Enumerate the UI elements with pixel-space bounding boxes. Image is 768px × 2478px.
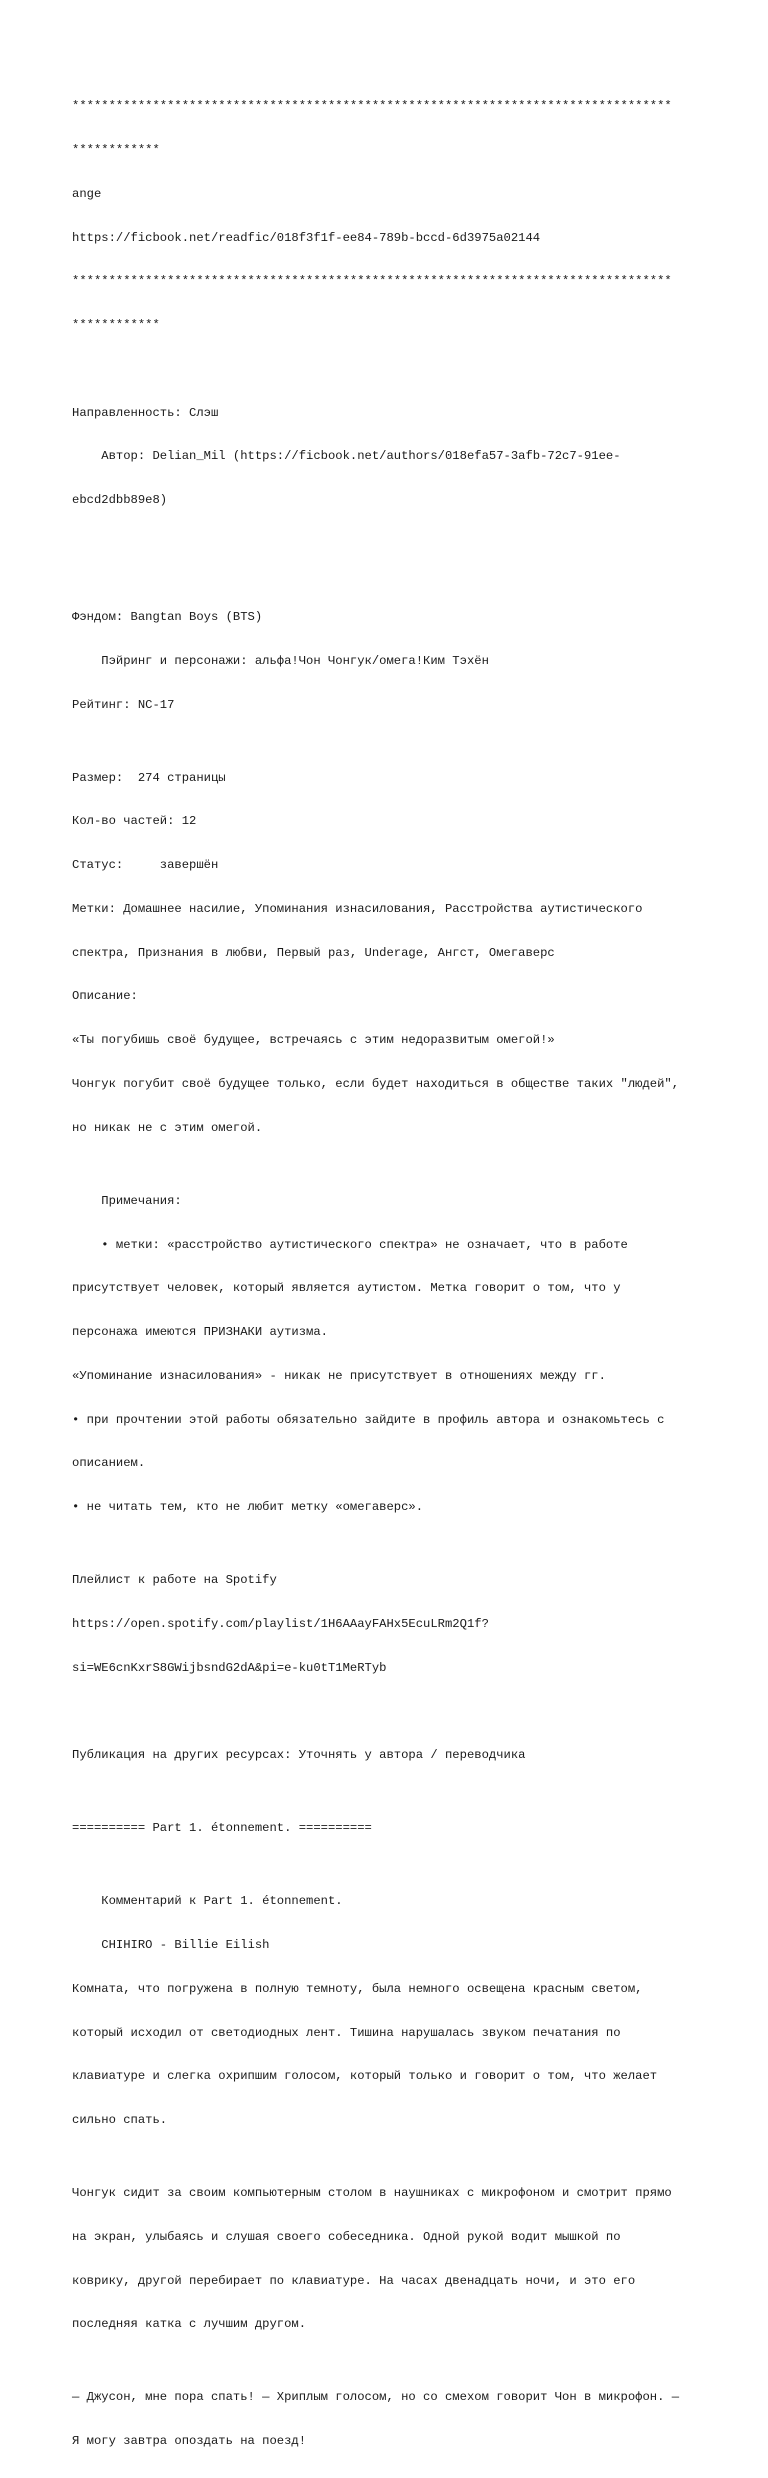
paragraph-line: Комната, что погружена в полную темноту, была немного освещена красным светом, xyxy=(72,1981,643,1996)
pairing-line: Пэйринг и персонажи: альфа!Чон Чонгук/омега!Ким Тэхён xyxy=(72,653,489,668)
author-line: Автор: Delian_Mil (https://ficbook.net/authors/018efa57-3afb-72c7-91ee- xyxy=(72,449,621,464)
author-line-cont: ebcd2dbb89e8) xyxy=(72,493,168,508)
paragraph-line: клавиатуре и слегка охрипшим голосом, который только и говорит о том, что желает xyxy=(72,2069,658,2084)
paragraph-line: — Джусон, мне пора спать! — Хриплым голосом, но со смехом говорит Чон в микрофон. — xyxy=(72,2390,680,2405)
paragraph-line: Я могу завтра опоздать на поезд! xyxy=(72,2434,307,2449)
part-song: CHIHIRO - Billie Eilish xyxy=(72,1938,270,1953)
notes-label: Примечания: xyxy=(72,1193,182,1208)
separator-stars: ************ xyxy=(72,142,160,157)
fandom-line: Фэндом: Bangtan Boys (BTS) xyxy=(72,609,263,624)
playlist-label: Плейлист к работе на Spotify xyxy=(72,1573,277,1588)
description-line: Чонгук погубит своё будущее только, если будет находиться в обществе таких "людей", xyxy=(72,1076,680,1091)
status-line: Статус: завершён xyxy=(72,858,219,873)
notes-line: персонажа имеются ПРИЗНАКИ аутизма. xyxy=(72,1325,328,1340)
paragraph-line: сильно спать. xyxy=(72,2113,168,2128)
playlist-url-cont: si=WE6cnKxrS8GWijbsndG2dA&pi=e-ku0tT1MeRTyb xyxy=(72,1660,387,1675)
paragraph-line: коврику, другой перебирает по клавиатуре. На часах двенадцать ночи, и это его xyxy=(72,2273,636,2288)
tags-line-cont: спектра, Признания в любви, Первый раз, Underage, Ангст, Омегаверс xyxy=(72,945,555,960)
paragraph-line: последняя катка с лучшим другом. xyxy=(72,2317,307,2332)
notes-line: описанием. xyxy=(72,1456,146,1471)
paragraph-line: на экран, улыбаясь и слушая своего собеседника. Одной рукой водит мышкой по xyxy=(72,2229,621,2244)
notes-line: присутствует человек, который является аутистом. Метка говорит о том, что у xyxy=(72,1281,621,1296)
notes-line: • не читать тем, кто не любит метку «омегаверс». xyxy=(72,1500,424,1515)
direction-line: Направленность: Слэш xyxy=(72,405,219,420)
part-heading: ========== Part 1. étonnement. ========== xyxy=(72,1821,372,1836)
paragraph-line: который исходил от светодиодных лент. Тишина нарушалась звуком печатания по xyxy=(72,2025,621,2040)
document-text xyxy=(72,70,702,2478)
tags-line: Метки: Домашнее насилие, Упоминания изнасилования, Расстройства аутистического xyxy=(72,901,643,916)
rating-line: Рейтинг: NC-17 xyxy=(72,697,175,712)
publication-line: Публикация на других ресурсах: Уточнять у автора / переводчика xyxy=(72,1748,526,1763)
separator-stars: ********************************************************************************** xyxy=(72,274,672,289)
notes-line: • метки: «расстройство аутистического спектра» не означает, что в работе xyxy=(72,1237,628,1252)
separator-stars: ********************************************************************************** xyxy=(72,99,672,114)
size-line: Размер: 274 страницы xyxy=(72,770,226,785)
work-url: https://ficbook.net/readfic/018f3f1f-ee84-789b-bccd-6d3975a02144 xyxy=(72,230,541,245)
description-line: «Ты погубишь своё будущее, встречаясь с этим недоразвитым омегой!» xyxy=(72,1033,555,1048)
part-comment-label: Комментарий к Part 1. étonnement. xyxy=(72,1894,343,1909)
paragraph-line: Чонгук сидит за своим компьютерным столом в наушниках с микрофоном и смотрит прямо xyxy=(72,2186,672,2201)
playlist-url: https://open.spotify.com/playlist/1H6AAayFAHx5EcuLRm2Q1f? xyxy=(72,1616,489,1631)
notes-line: • при прочтении этой работы обязательно зайдите в профиль автора и ознакомьтесь с xyxy=(72,1412,665,1427)
parts-line: Кол-во частей: 12 xyxy=(72,814,197,829)
description-line: но никак не с этим омегой. xyxy=(72,1120,263,1135)
separator-stars: ************ xyxy=(72,318,160,333)
work-title: ange xyxy=(72,186,102,201)
description-label: Описание: xyxy=(72,989,138,1004)
notes-line: «Упоминание изнасилования» - никак не присутствует в отношениях между гг. xyxy=(72,1368,606,1383)
